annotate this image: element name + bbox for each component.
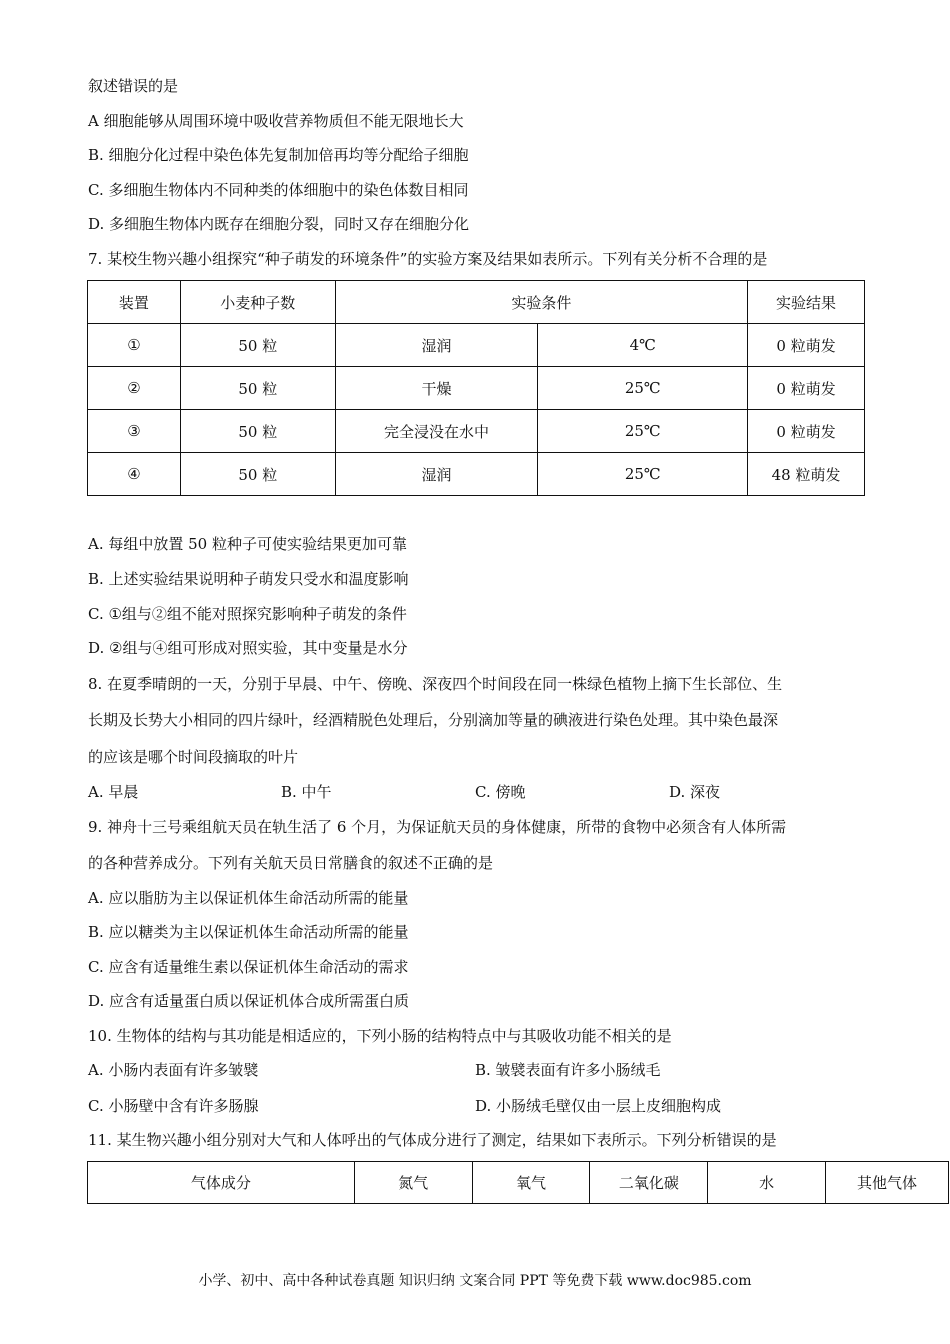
table-cell: 50 粒 [180, 324, 335, 367]
q8-stem-line-3: 的应该是哪个时间段摘取的叶片 [88, 748, 299, 766]
header-cell: 气体成分 [88, 1162, 355, 1204]
q6-stem-end: 叙述错误的是 [88, 77, 179, 95]
table-cell: 完全浸没在水中 [335, 410, 538, 453]
q7-option-a: A. 每组中放置 50 粒种子可使实验结果更加可靠 [88, 535, 407, 553]
q6-option-d: D. 多细胞生物体内既存在细胞分裂，同时又存在细胞分化 [88, 215, 470, 233]
q7-option-b: B. 上述实验结果说明种子萌发只受水和温度影响 [88, 570, 409, 588]
q6-option-a: A 细胞能够从周围环境中吸收营养物质但不能无限地长大 [88, 112, 464, 130]
table-cell: 50 粒 [180, 410, 335, 453]
table-cell: ① [88, 324, 181, 367]
table-cell: 0 粒萌发 [748, 367, 865, 410]
q10-option-d: D. 小肠绒毛壁仅由一层上皮细胞构成 [475, 1097, 722, 1115]
table-cell: 48 粒萌发 [748, 453, 865, 496]
q9-stem-line-2: 的各种营养成分。下列有关航天员日常膳食的叙述不正确的是 [88, 854, 494, 872]
gas-composition-table [87, 1161, 949, 1204]
q8-option-c: C. 傍晚 [475, 783, 526, 801]
table-cell: 25℃ [538, 367, 748, 410]
q11-stem: 11. 某生物兴趣小组分别对大气和人体呼出的气体成分进行了测定，结果如下表所示。下列分析错误的是 [88, 1131, 777, 1149]
q9-option-b: B. 应以糖类为主以保证机体生命活动所需的能量 [88, 923, 409, 941]
page-footer: 小学、初中、高中各种试卷真题 知识归纳 文案合同 PPT 等免费下载 www.doc985.com [198, 1273, 752, 1289]
header-cell: 装置 [88, 281, 181, 324]
table-cell: ② [88, 367, 181, 410]
table-cell: 50 粒 [180, 367, 335, 410]
q9-option-d: D. 应含有适量蛋白质以保证机体合成所需蛋白质 [88, 992, 410, 1010]
header-cell: 水 [708, 1162, 826, 1204]
q10-option-a: A. 小肠内表面有许多皱襞 [88, 1061, 259, 1079]
header-cell: 实验条件 [335, 281, 747, 324]
table-header-row [88, 1162, 949, 1204]
table-cell: ③ [88, 410, 181, 453]
q8-option-d: D. 深夜 [669, 783, 721, 801]
q7-option-d: D. ②组与④组可形成对照实验，其中变量是水分 [88, 639, 408, 657]
table-cell: 50 粒 [180, 453, 335, 496]
table-cell: 4℃ [538, 324, 748, 367]
table-cell: 25℃ [538, 410, 748, 453]
table-header-row [88, 281, 865, 324]
table-row [88, 324, 865, 367]
q8-stem-line-2: 长期及长势大小相同的四片绿叶，经酒精脱色处理后，分别滴加等量的碘液进行染色处理。其中染色最深 [88, 711, 779, 729]
table-cell: 0 粒萌发 [748, 410, 865, 453]
q10-option-b: B. 皱襞表面有许多小肠绒毛 [475, 1061, 661, 1079]
q9-stem-line-1: 9. 神舟十三号乘组航天员在轨生活了 6 个月，为保证航天员的身体健康，所带的食物中必须含有人体所需 [88, 818, 787, 836]
table-cell: 干燥 [335, 367, 538, 410]
q9-option-a: A. 应以脂肪为主以保证机体生命活动所需的能量 [88, 889, 409, 907]
q10-option-c: C. 小肠壁中含有许多肠腺 [88, 1097, 259, 1115]
table-cell: 湿润 [335, 324, 538, 367]
table-cell: 0 粒萌发 [748, 324, 865, 367]
header-cell: 其他气体 [826, 1162, 949, 1204]
header-cell: 二氧化碳 [590, 1162, 708, 1204]
table-cell: 湿润 [335, 453, 538, 496]
q7-option-c: C. ①组与②组不能对照探究影响种子萌发的条件 [88, 605, 407, 623]
table-row [88, 453, 865, 496]
q6-option-b: B. 细胞分化过程中染色体先复制加倍再均等分配给子细胞 [88, 146, 469, 164]
q9-option-c: C. 应含有适量维生素以保证机体生命活动的需求 [88, 958, 409, 976]
table-row [88, 410, 865, 453]
table-row [88, 367, 865, 410]
q7-stem: 7. 某校生物兴趣小组探究“种子萌发的环境条件”的实验方案及结果如表所示。下列有关分析不合理的是 [88, 250, 768, 268]
header-cell: 小麦种子数 [180, 281, 335, 324]
q10-stem: 10. 生物体的结构与其功能是相适应的，下列小肠的结构特点中与其吸收功能不相关的是 [88, 1027, 672, 1045]
table-cell: ④ [88, 453, 181, 496]
header-cell: 实验结果 [748, 281, 865, 324]
header-cell: 氮气 [354, 1162, 472, 1204]
q8-option-b: B. 中午 [281, 783, 332, 801]
q6-option-c: C. 多细胞生物体内不同种类的体细胞中的染色体数目相同 [88, 181, 469, 199]
q8-stem-line-1: 8. 在夏季晴朗的一天，分别于早晨、中午、傍晚、深夜四个时间段在同一株绿色植物上摘下生长部位、生 [88, 675, 783, 693]
header-cell: 氧气 [472, 1162, 590, 1204]
table-cell: 25℃ [538, 453, 748, 496]
q8-option-a: A. 早晨 [88, 783, 139, 801]
seed-germination-table [87, 280, 865, 496]
